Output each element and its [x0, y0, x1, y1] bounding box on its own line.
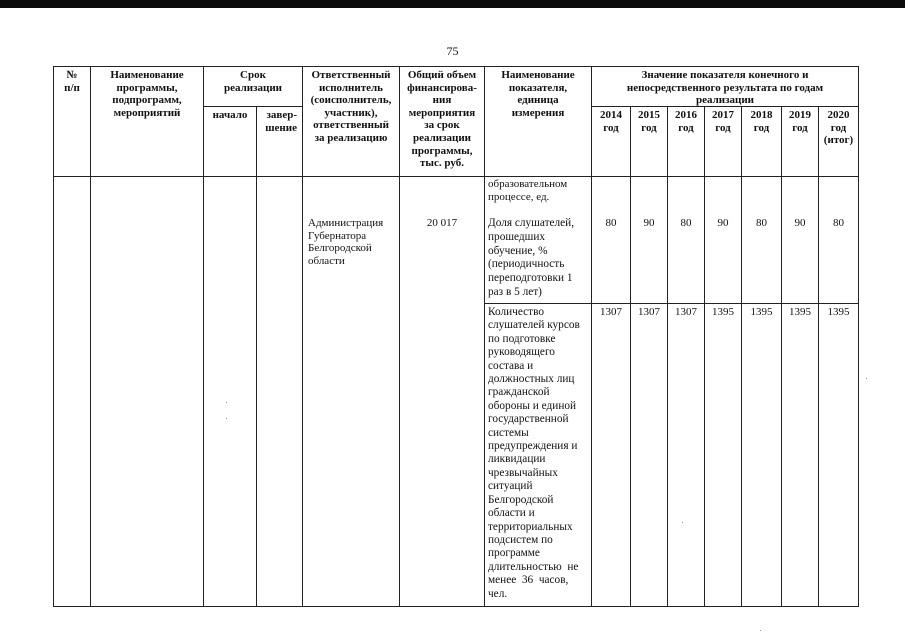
scan-top-border [0, 0, 905, 8]
row-2-value-2017: 1395 [712, 306, 734, 318]
row-1-funding: 20 017 [426, 217, 458, 229]
row-0-indicator: образовательном процессе, ед. [488, 178, 568, 203]
row-1-value-2015: 90 [643, 217, 655, 229]
row-1-indicator: Доля слушателей, прошедших обучение, % (периодичность переподготовки 1 раз в 5 лет) [488, 217, 575, 298]
row-2-value-2014: 1307 [600, 306, 622, 318]
header-term-start: начало [212, 109, 248, 121]
scan-speck [226, 418, 227, 419]
row-2-value-2019: 1395 [789, 306, 811, 318]
header-values: Значение показателя конечного и непосредственного результата по годам реализации [626, 69, 824, 107]
page-number: 75 [446, 44, 459, 58]
row-1-value-2019: 90 [794, 217, 806, 229]
row-1-executor: Администрация Губернатора Белгородской области [308, 217, 384, 267]
row-1-value-2014: 80 [605, 217, 617, 229]
header-name: Наименование программы, подпрограмм, мероприятий [110, 69, 184, 119]
row-1-value-2020: 80 [833, 217, 844, 229]
row-2-value-2015: 1307 [638, 306, 660, 318]
header-num: № п/п [64, 69, 80, 94]
header-term-end: завер- шение [265, 109, 297, 134]
header-year-2014: 2014 год [600, 109, 622, 134]
header-term: Срок реализации [223, 69, 283, 94]
scan-speck [226, 402, 227, 403]
header-year-2017: 2017 год [712, 109, 734, 134]
scan-speck [866, 378, 867, 379]
row-1-value-2016: 80 [680, 217, 692, 229]
header-year-2015: 2015 год [638, 109, 660, 134]
header-year-2020: 2020 год (итог) [823, 109, 854, 147]
header-executor: Ответственный исполнитель (соисполнитель, участник), ответственный за реализацию [310, 69, 392, 144]
header-indicator: Наименование показателя, единица измерения [501, 69, 575, 119]
row-1-value-2017: 90 [717, 217, 729, 229]
row-2-value-2020: 1395 [827, 306, 850, 318]
row-1-value-2018: 80 [756, 217, 767, 229]
header-funding: Общий объем финансирова- ния мероприятия за срок реализации программы, тыс. руб. [407, 69, 477, 170]
row-2-value-2016: 1307 [675, 306, 697, 318]
row-2-indicator: Количество слушателей курсов по подготовке руководящего состава и должностных лиц гражданской обороны и единой государственной системы предупреждения и ликвидации чрезвычайных ситуаций Белгородской области и территориальных подсистем по программе длительностью не менее 36 часов, чел. [488, 306, 580, 600]
header-year-2018: 2018 год [750, 109, 773, 134]
scan-speck [760, 630, 761, 631]
scan-speck [682, 522, 683, 523]
row-2-value-2018: 1395 [750, 306, 773, 318]
header-year-2019: 2019 год [789, 109, 811, 134]
header-year-2016: 2016 год [675, 109, 697, 134]
